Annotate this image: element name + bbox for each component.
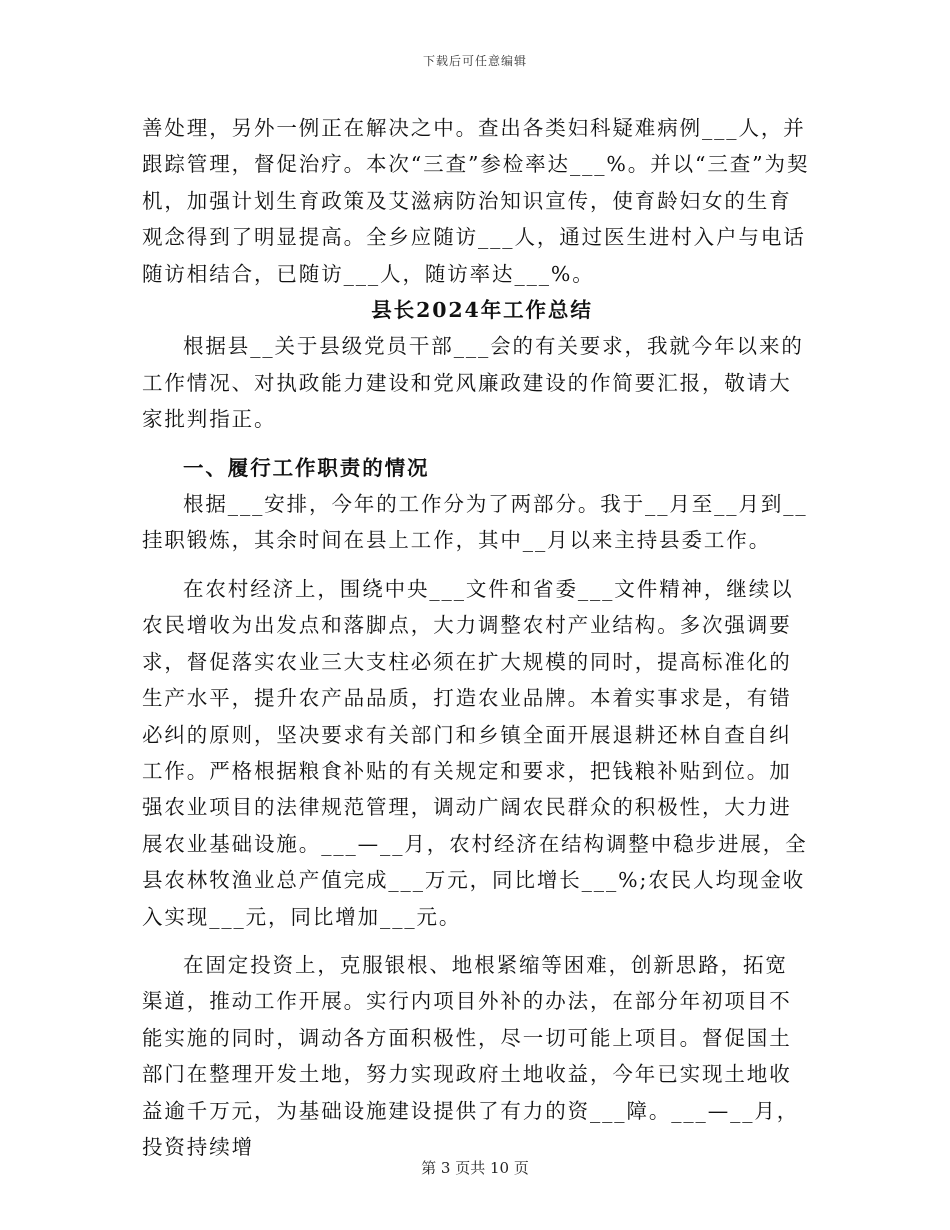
paragraph-continued: 善处理，另外一例正在解决之中。查出各类妇科疑难病例___人，并跟踪管理，督促治疗。本次“三查”参检率达___%。并以“三查”为契机，加强计划生育政策及艾滋病防治知识宣传，使育龄妇女的生育观念得到了明显提高。全乡应随访___人，通过医生进村入户与电话随访相结合，已随访___人，随访率达___%。 <box>142 116 810 286</box>
section-heading: 一、履行工作职责的情况 <box>183 455 430 480</box>
page-header: 下载后可任意编辑 <box>422 54 527 68</box>
body-paragraph-1: 根据___安排，今年的工作分为了两部分。我于__月至__月到__挂职锻炼，其余时间在县上工作，其中__月以来主持县委工作。 <box>142 492 808 553</box>
document-body <box>142 110 810 1165</box>
body-paragraph-2: 在农村经济上，围绕中央___文件和省委___文件精神，继续以农民增收为出发点和落脚点，大力调整农村产业结构。多次强调要求，督促落实农业三大支柱必须在扩大规模的同时，提高标准化的生产水平，提升农产品品质，打造农业品牌。本着实事求是，有错必纠的原则，坚决要求有关部门和乡镇全面开展退耕还林自查自纠工作。严格根据粮食补贴的有关规定和要求，把钱粮补贴到位。加强农业项目的法律规范管理，调动广阔农民群众的积极性，大力进展农业基础设施。___—__月，农村经济在结构调整中稳步进展，全县农林牧渔业总产值完成___万元，同比增长___%;农民人均现金收入实现___元，同比增加___元。 <box>142 576 808 929</box>
intro-paragraph: 根据县__关于县级党员干部___会的有关要求，我就今年以来的工作情况、对执政能力建设和党风廉政建设的作简要汇报，敬请大家批判指正。 <box>142 334 804 432</box>
body-paragraph-3: 在固定投资上，克服银根、地根紧缩等困难，创新思路，拓宽渠道，推动工作开展。实行内项目外补的办法，在部分年初项目不能实施的同时，调动各方面积极性，尽一切可能上项目。督促国土部门在整理开发土地，努力实现政府土地收益，今年已实现土地收益逾千万元，为基础设施建设提供了有力的资___障。___—__月，投资持续增 <box>142 952 800 1159</box>
document-title: 县长2024年工作总结 <box>371 298 593 323</box>
page-footer: 第 3 页共 10 页 <box>421 1159 529 1177</box>
